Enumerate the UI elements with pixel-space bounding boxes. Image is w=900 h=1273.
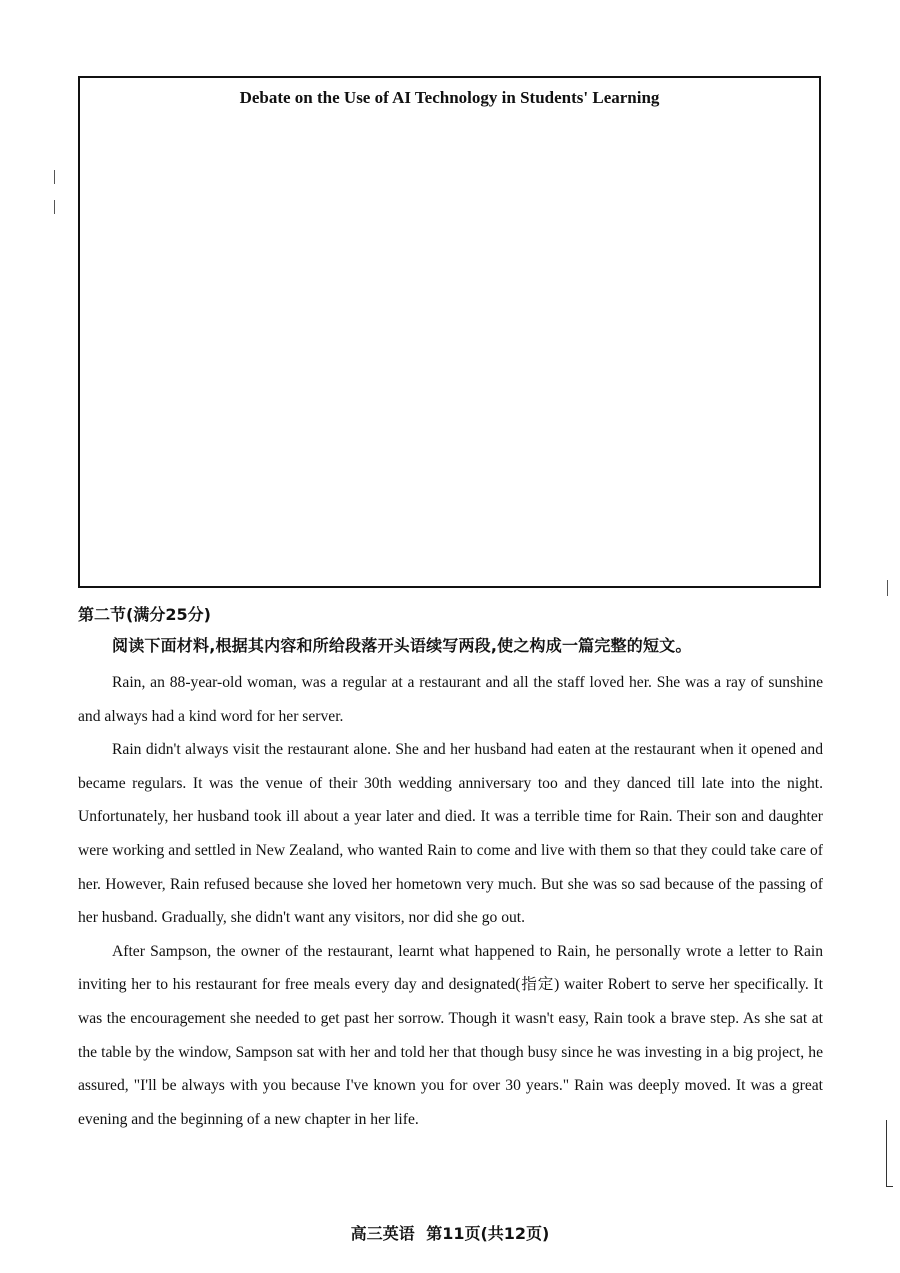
page-footer: 高三英语 第11页(共12页) — [350, 1224, 550, 1243]
binding-margin-mark — [54, 200, 55, 214]
binding-margin-mark — [54, 170, 55, 184]
answer-writing-box — [78, 76, 821, 588]
binding-margin-mark — [887, 580, 888, 596]
passage-paragraph: Rain, an 88-year-old woman, was a regular at a restaurant and all the staff loved her. She was a ray of sunshine and always had a kind word for her server. — [78, 674, 823, 725]
margin-bracket — [886, 1120, 893, 1187]
section-heading: 第二节(满分25分) — [78, 605, 211, 624]
section-instruction: 阅读下面材料,根据其内容和所给段落开头语续写两段,使之构成一篇完整的短文。 — [112, 636, 692, 655]
answer-box-title: Debate on the Use of AI Technology in Students' Learning — [239, 88, 660, 107]
passage-paragraph: After Sampson, the owner of the restaurant, learnt what happened to Rain, he personally wrote a letter to Rain inviting her to his restaurant for free meals every day and designated(指定) waiter Robert to serve her specifically. It was the encouragement she needed to get past her sorrow. Though it wasn't easy, Rain took a brave step. As she sat at the table by the window, Sampson sat with her and told her that though busy since he was investing in a big project, he assured, "I'll be always with you because I've known you for over 30 years." Rain was deeply moved. It was a great evening and the beginning of a new chapter in her life. — [78, 942, 823, 1128]
passage-paragraph: Rain didn't always visit the restaurant alone. She and her husband had eaten at the restaurant when it opened and became regulars. It was the venue of their 30th wedding anniversary too and they danced till late into the night. Unfortunately, her husband took ill about a year later and died. It was a terrible time for Rain. Their son and daughter were working and settled in New Zealand, who wanted Rain to come and live with them so that they could take care of her. However, Rain refused because she loved her hometown very much. But she was so sad because of the passing of her husband. Gradually, she didn't want any visitors, nor did she go out. — [78, 741, 823, 927]
reading-passage — [78, 666, 823, 1136]
